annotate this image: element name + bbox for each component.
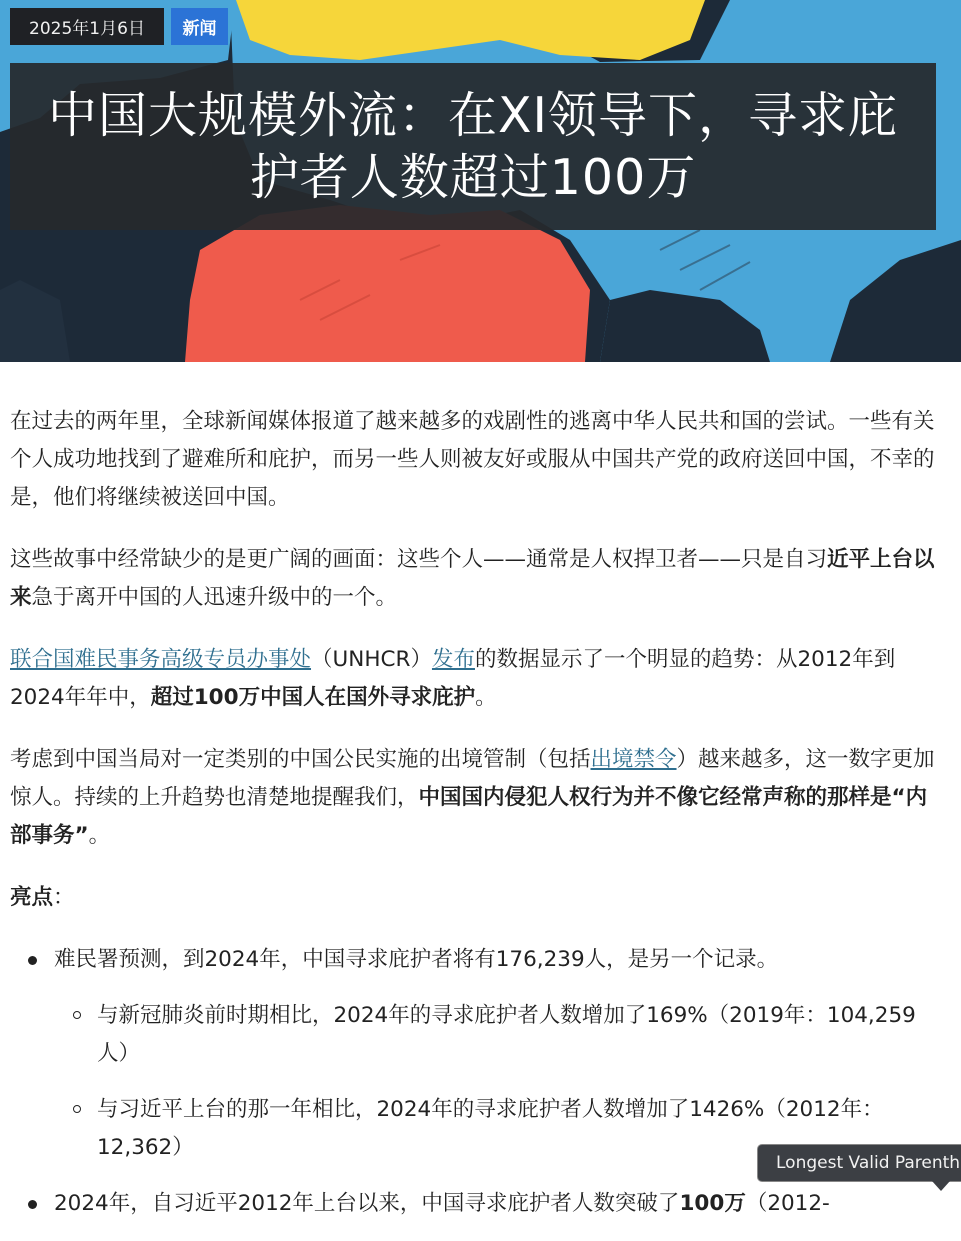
bold-text: 中国国内侵犯人权行为并不像它经常声称的那样是“内部事务” <box>10 785 928 848</box>
text-span: 。 <box>88 823 111 848</box>
sub-list-item <box>54 997 940 1073</box>
paragraph-context <box>10 541 940 617</box>
sub-bullet-text: 与习近平上台的那一年相比，2024年的寻求庇护者人数增加了1426%（2012年：12,362） <box>97 1097 884 1160</box>
bold-text: 100万 <box>679 1191 746 1216</box>
text-span: ）越来越多，这一数字更加惊人。持续的上升趋势也清楚地提醒我们， <box>10 747 935 810</box>
tooltip-caret <box>932 1181 950 1191</box>
bullet-text: 难民署预测，到2024年，中国寻求庇护者将有176,239人，是另一个记录。 <box>54 947 779 972</box>
paragraph-intro: 在过去的两年里，全球新闻媒体报道了越来越多的戏剧性的逃离中华人民共和国的尝试。一些有关个人成功地找到了避难所和庇护，而另一些人则被友好或服从中国共产党的政府送回中国，不幸的是，他们将继续被送回中国。 <box>10 409 935 510</box>
bullet-text: （2012- <box>745 1191 830 1216</box>
text-span: 。 <box>475 685 497 710</box>
sub-list <box>54 997 940 1167</box>
release-link[interactable]: 发布 <box>431 647 475 672</box>
highlights-label: 亮点 <box>10 885 54 910</box>
list-item <box>10 1185 940 1223</box>
category-badge[interactable]: 新闻 <box>171 8 228 45</box>
text-span: 急于离开中国的人迅速升级中的一个。 <box>31 585 398 610</box>
article-title: 中国大规模外流：在XI领导下，寻求庇护者人数超过100万 <box>47 86 899 206</box>
sub-bullet-text: 与新冠肺炎前时期相比，2024年的寻求庇护者人数增加了169%（2019年：104,259人） <box>97 1003 916 1066</box>
hero-banner <box>0 0 961 362</box>
text-span: 考虑到中国当局对一定类别的中国公民实施的出境管制（包括 <box>10 747 591 772</box>
date-badge: 2025年1月6日 <box>10 8 164 45</box>
list-item <box>10 941 940 1167</box>
title-box <box>10 63 936 230</box>
exit-ban-link[interactable]: 出境禁令 <box>590 747 677 772</box>
paragraph-exit-control <box>10 741 940 855</box>
text-span: 的数据显示了一个明显的趋势：从2012年到2024年年中， <box>10 647 896 710</box>
bullet-dot <box>28 1200 37 1209</box>
unhcr-link[interactable]: 联合国难民事务高级专员办事处 <box>10 647 312 672</box>
text-span: 这些故事中经常缺少的是更广阔的画面：这些个人——通常是人权捍卫者——只是自习 <box>10 547 828 572</box>
text-span: （UNHCR） <box>311 647 432 672</box>
tooltip: Longest Valid Parenth <box>757 1144 961 1182</box>
bullet-dot <box>28 956 37 965</box>
bold-text: 超过100万中国人在国外寻求庇护 <box>150 685 476 710</box>
bullet-circle <box>73 1011 81 1019</box>
bullet-text: 2024年，自习近平2012年上台以来，中国寻求庇护者人数突破了 <box>54 1191 680 1216</box>
bold-text: 近平上台以来 <box>10 547 935 610</box>
article-body <box>10 403 940 1241</box>
highlights-colon: ： <box>53 885 75 910</box>
highlights-heading <box>10 879 940 917</box>
paragraph-unhcr <box>10 641 940 717</box>
bullet-circle <box>73 1105 81 1113</box>
